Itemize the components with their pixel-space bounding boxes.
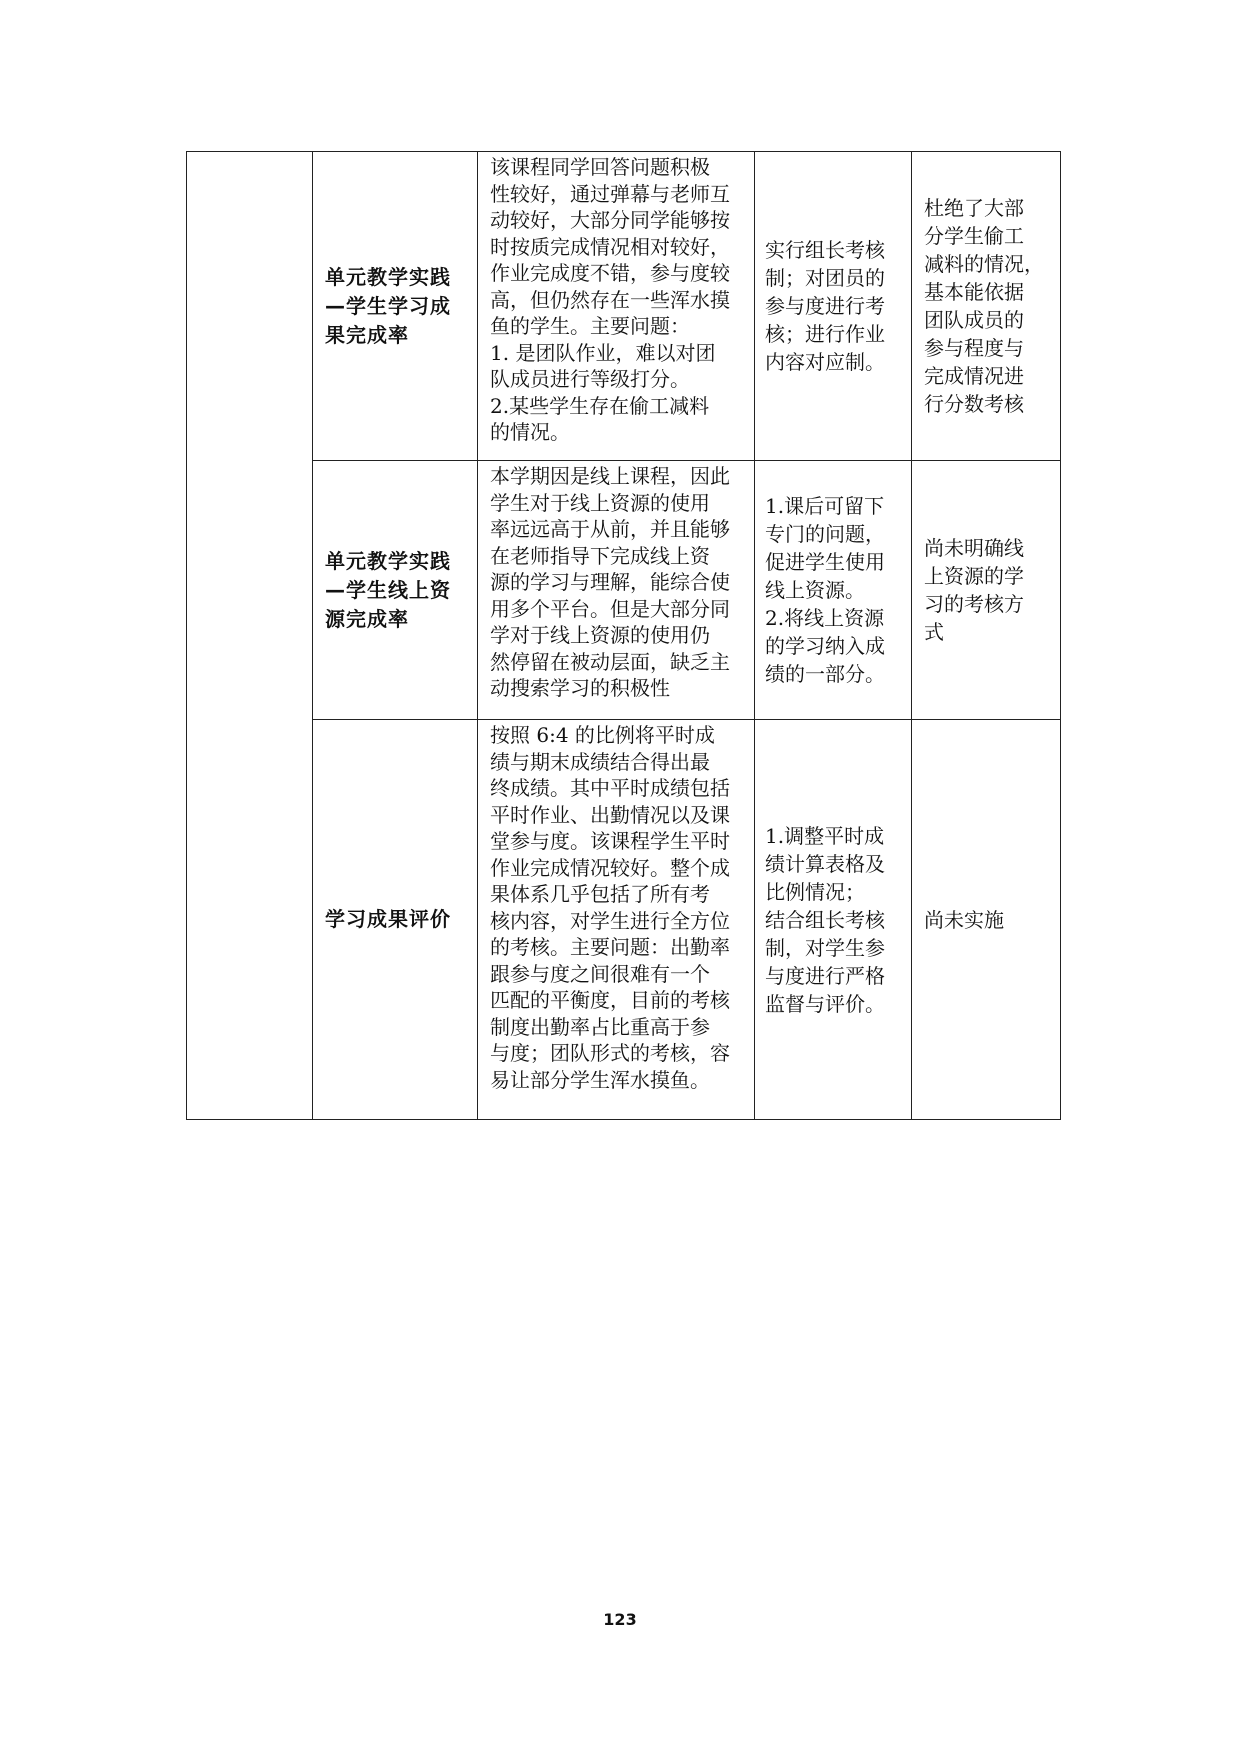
- analysis-line: 学生对于线上资源的使用: [490, 490, 710, 515]
- analysis-line: 队成员进行等级打分。: [490, 367, 690, 391]
- analysis-line: 制度出勤率占比重高于参: [490, 1014, 710, 1039]
- measure-line: 绩的一部分。: [765, 662, 885, 686]
- analysis-line: 绩与期末成绩结合得出最: [490, 749, 710, 774]
- analysis-line: 该课程同学回答问题积极: [490, 155, 710, 179]
- result-cell: [912, 461, 1061, 720]
- analysis-line: 高，但仍然存在一些浑水摸: [490, 287, 730, 312]
- measure-line: 比例情况；: [765, 879, 865, 904]
- analysis-line: 的考核。主要问题：出勤率: [490, 935, 730, 959]
- item-line: —学生学习成: [325, 293, 451, 318]
- measure-line: 内容对应制。: [765, 350, 885, 374]
- measure-line: 绩计算表格及: [765, 851, 885, 876]
- item-line: —学生线上资: [325, 577, 451, 602]
- result-line: 减料的情况，: [924, 252, 1044, 276]
- result-line: 习的考核方: [924, 592, 1024, 616]
- result-line: 上资源的学: [924, 564, 1024, 588]
- analysis-cell: [478, 461, 755, 720]
- measure-line: 制，对学生参: [765, 935, 885, 960]
- analysis-line: 终成绩。其中平时成绩包括: [490, 776, 730, 800]
- result-line: 行分数考核: [924, 392, 1024, 416]
- analysis-line: 本学期因是线上课程，因此: [490, 464, 730, 488]
- analysis-line: 时按质完成情况相对较好，: [490, 234, 730, 259]
- analysis-line: 核内容，对学生进行全方位: [490, 908, 730, 933]
- result-cell: [912, 720, 1061, 1120]
- analysis-line: 动较好，大部分同学能够按: [490, 208, 730, 232]
- measure-line: 1.课后可留下: [765, 494, 885, 518]
- result-line: 尚未明确线: [924, 536, 1024, 560]
- measure-line: 结合组长考核: [765, 907, 885, 932]
- analysis-line: 学对于线上资源的使用仍: [490, 623, 710, 647]
- measure-line: 制；对团员的: [765, 266, 885, 290]
- item-cell: [313, 720, 478, 1120]
- item-cell: [313, 461, 478, 720]
- measure-cell: [755, 720, 912, 1120]
- analysis-cell: [478, 720, 755, 1120]
- measure-line: 促进学生使用: [765, 550, 885, 574]
- analysis-line: 在老师指导下完成线上资: [490, 543, 710, 568]
- analysis-line: 作业完成度不错，参与度较: [490, 261, 730, 285]
- measure-line: 2.将线上资源: [765, 606, 885, 630]
- measure-line: 监督与评价。: [765, 991, 885, 1016]
- measure-line: 线上资源。: [765, 578, 865, 602]
- merged-blank-cell: [187, 152, 313, 1120]
- evaluation-table: [186, 151, 1061, 1120]
- measure-line: 参与度进行考: [765, 294, 885, 318]
- analysis-line: 作业完成情况较好。整个成: [490, 855, 730, 880]
- analysis-line: 按照 6:4 的比例将平时成: [490, 723, 715, 747]
- analysis-line: 用多个平台。但是大部分同: [490, 596, 730, 621]
- item-cell: [313, 152, 478, 461]
- analysis-line: 堂参与度。该课程学生平时: [490, 829, 730, 853]
- analysis-line: 1. 是团队作业，难以对团: [490, 340, 716, 365]
- item-line: 单元教学实践: [325, 548, 451, 573]
- analysis-line: 平时作业、出勤情况以及课: [490, 802, 730, 827]
- measure-line: 与度进行严格: [765, 963, 885, 988]
- result-line: 基本能依据: [924, 280, 1024, 304]
- measure-line: 1.调整平时成: [765, 823, 885, 848]
- measure-line: 实行组长考核: [765, 238, 885, 262]
- result-line: 杜绝了大部: [924, 196, 1024, 220]
- result-line: 参与程度与: [924, 336, 1024, 360]
- page-number: 123: [603, 1610, 637, 1629]
- measure-line: 的学习纳入成: [765, 634, 885, 658]
- analysis-line: 率远远高于从前，并且能够: [490, 517, 730, 541]
- item-line: 学习成果评价: [325, 907, 451, 931]
- table-row: [187, 720, 1061, 1120]
- measure-cell: [755, 152, 912, 461]
- table-row: [187, 461, 1061, 720]
- analysis-line: 源的学习与理解，能综合使: [490, 570, 730, 594]
- analysis-line: 动搜索学习的积极性: [490, 676, 670, 700]
- item-line: 果完成率: [325, 322, 409, 347]
- analysis-line: 鱼的学生。主要问题：: [490, 314, 690, 338]
- result-cell: [912, 152, 1061, 461]
- analysis-line: 果体系几乎包括了所有考: [490, 882, 710, 906]
- analysis-line: 然停留在被动层面，缺乏主: [490, 649, 730, 674]
- analysis-line: 与度；团队形式的考核，容: [490, 1041, 730, 1065]
- result-line: 式: [924, 620, 944, 644]
- analysis-line: 的情况。: [490, 420, 570, 444]
- analysis-line: 匹配的平衡度，目前的考核: [490, 988, 730, 1012]
- analysis-cell: [478, 152, 755, 461]
- analysis-line: 跟参与度之间很难有一个: [490, 961, 710, 986]
- item-line: 源完成率: [325, 606, 409, 631]
- measure-cell: [755, 461, 912, 720]
- analysis-line: 2.某些学生存在偷工减料: [490, 393, 710, 418]
- table-row: [187, 152, 1061, 461]
- measure-line: 专门的问题，: [765, 522, 885, 546]
- result-line: 分学生偷工: [924, 224, 1024, 248]
- result-line: 尚未实施: [924, 907, 1004, 932]
- measure-line: 核；进行作业: [765, 322, 885, 346]
- item-line: 单元教学实践: [325, 264, 451, 289]
- result-line: 完成情况进: [924, 364, 1024, 388]
- result-line: 团队成员的: [924, 308, 1024, 332]
- analysis-line: 易让部分学生浑水摸鱼。: [490, 1067, 710, 1092]
- analysis-line: 性较好，通过弹幕与老师互: [490, 181, 730, 206]
